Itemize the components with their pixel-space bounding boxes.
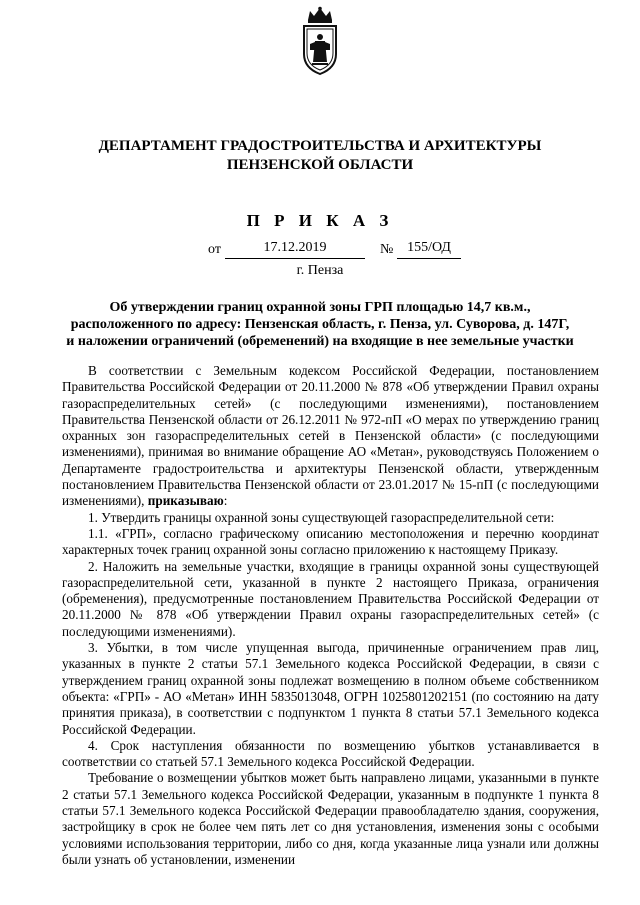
paragraph-1: 1. Утвердить границы охранной зоны существующей газораспределительной сети: bbox=[88, 509, 555, 525]
preamble-text: В соответствии с Земельным кодексом Российской Федерации, постановлением Правительства Российской Федерации от 20.11.2000 № 878 «Об утверждении Правил охраны газораспределительных сетей» (с последующими изменениями), постановлением Правительства Пензенской области от 26.12.2011 № 972-пП «О мерах по утверждению границ охранных зон газораспределительных сетей в Пензенской области» (с последующими изменениями), принимая во внимание обращение АО «Метан», руководствуясь Положением о Департаменте градостроительства и архитектуры Пензенской области, утвержденным постановлением Правительства Пензенской области от 23.01.2017 № 15-пП (с последующими изменениями), bbox=[62, 363, 599, 509]
department-name-line2: ПЕНЗЕНСКОЙ ОБЛАСТИ bbox=[226, 157, 414, 173]
order-date: 17.12.2019 bbox=[225, 240, 365, 259]
department-name-line1: ДЕПАРТАМЕНТ ГРАДОСТРОИТЕЛЬСТВА И АРХИТЕКТУРЫ bbox=[98, 138, 542, 154]
paragraph-3: 3. Убытки, в том числе упущенная выгода, причиненные ограничением прав лиц, указанных в пункте 2 статьи 57.1 Земельного кодекса Российской Федерации, в связи с утверждением границ охранной зоны подлежат возмещению в полном объеме собственником объекта: «ГРП» - АО «Метан» ИНН 5835013048, ОГРН 1025801202151 (по состоянию на дату принятия приказа), в соответствии с подпунктом 1 пункта 8 статьи 57.1 Земельного кодекса Российской Федерации. bbox=[62, 640, 599, 737]
preamble-end: : bbox=[223, 493, 228, 509]
coat-of-arms-emblem bbox=[298, 6, 342, 78]
order-date-number-line bbox=[0, 240, 640, 262]
document-type-title: П Р И К А З bbox=[246, 211, 394, 230]
paragraph-1-1: 1.1. «ГРП», согласно графическому описанию местоположения и перечню координат характерных точек границ охранной зоны согласно приложению к настоящему Приказу. bbox=[62, 525, 599, 558]
preamble-paragraph bbox=[62, 363, 599, 510]
number-label: № bbox=[380, 242, 394, 257]
subject-line3: и наложении ограничений (обременений) на входящие в нее земельные участки bbox=[66, 334, 574, 349]
preamble-order-word: приказываю bbox=[147, 493, 224, 509]
date-label: от bbox=[208, 242, 221, 257]
city-name: г. Пенза bbox=[296, 263, 344, 278]
paragraph-5: Требование о возмещении убытков может быть направлено лицами, указанными в пункте 2 статьи 57.1 Земельного кодекса Российской Федерации, указанным в подпункте 1 пункта 8 статьи 57.1 Земельного кодекса Российской Федерации правообладателю здания, сооружения, застройщику в срок не более чем пять лет со дня установления, изменения зоны с особыми условиями использования территории, либо со дня, когда указанные лица узнали или должны были узнать об установлении, изменении bbox=[62, 770, 599, 867]
document-body bbox=[62, 363, 599, 868]
subject-line1: Об утверждении границ охранной зоны ГРП площадью 14,7 кв.м., bbox=[109, 300, 531, 315]
subject-line2: расположенного по адресу: Пензенская область, г. Пенза, ул. Суворова, д. 147Г, bbox=[70, 317, 570, 332]
paragraph-2: 2. Наложить на земельные участки, входящие в границы охранной зоны существующей газораспределительной сети, указанной в пункте 2 настоящего Приказа, ограничения (обременения), предусмотренные постановлением Правительства Российской Федерации от 20.11.2000 № 878 «Об утверждении Правил охраны газораспределительных сетей» (с последующими изменениями). bbox=[62, 558, 599, 639]
order-number: 155/ОД bbox=[397, 240, 461, 259]
paragraph-4: 4. Срок наступления обязанности по возмещению убытков устанавливается в соответствии со статьей 57.1 Земельного кодекса Российской Федерации. bbox=[62, 737, 599, 770]
